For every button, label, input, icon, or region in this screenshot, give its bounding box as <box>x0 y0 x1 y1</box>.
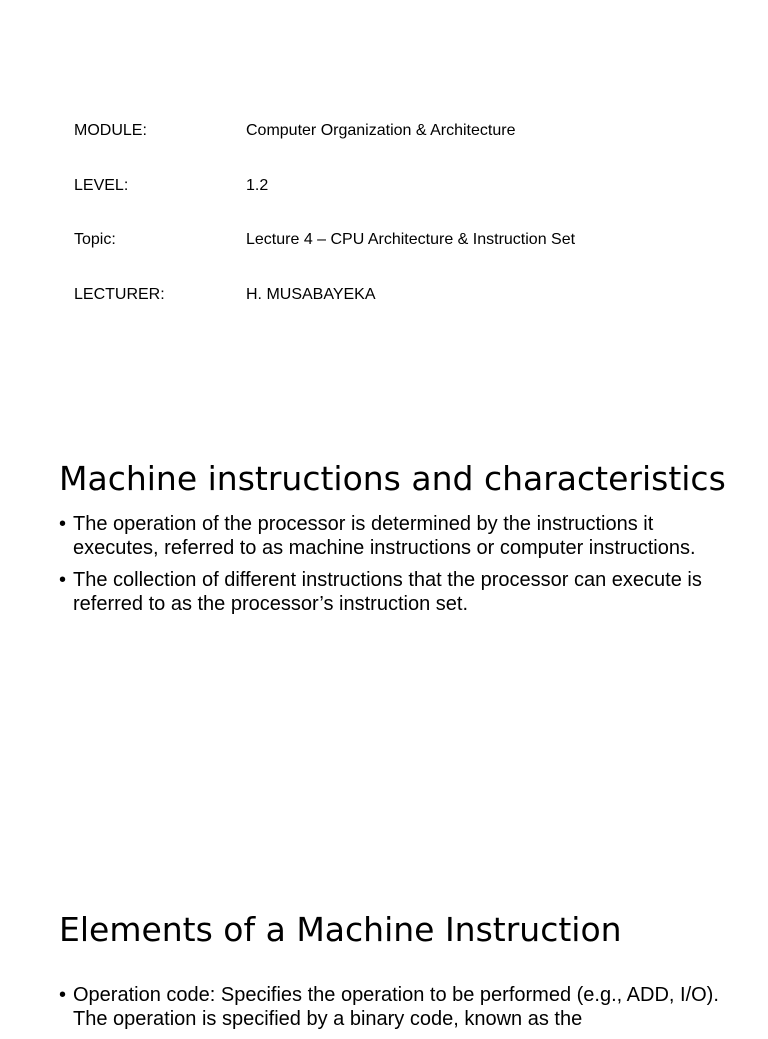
lecturer-value: H. MUSABAYEKA <box>246 285 376 303</box>
topic-label: Topic: <box>74 231 116 248</box>
level-value: 1.2 <box>246 176 269 194</box>
lecturer-label: LECTURER: <box>74 285 165 303</box>
topic-value: Lecture 4 – CPU Architecture & Instruction Set <box>246 231 576 248</box>
bullet-marker: • <box>59 513 67 535</box>
bullet-marker: • <box>59 569 67 591</box>
bullet-item <box>59 512 728 560</box>
module-info-table <box>74 122 575 340</box>
section-title: Elements of a Machine Instruction <box>59 910 622 949</box>
bullet-text: The operation of the processor is determined by the instructions it executes, referred to as machine instructions or computer instructions. <box>73 513 696 559</box>
bullet-item <box>59 568 728 616</box>
bullet-text: Operation code: Specifies the operation to be performed (e.g., ADD, I/O). The operation is specified by a binary code, known as the <box>73 984 719 1030</box>
bullet-marker: • <box>59 984 67 1006</box>
bullet-text: The collection of different instructions that the processor can execute is referred to as the processor’s instruction set. <box>73 569 702 615</box>
module-row <box>74 122 575 177</box>
lecturer-row <box>74 286 575 341</box>
level-row <box>74 177 575 232</box>
bullet-list <box>59 512 728 616</box>
topic-row <box>74 231 575 286</box>
section-title: Machine instructions and characteristics <box>59 459 726 498</box>
level-label: LEVEL: <box>74 176 129 194</box>
elements-of-instruction-section <box>59 910 728 1039</box>
machine-instructions-section <box>59 459 728 624</box>
module-value: Computer Organization & Architecture <box>246 122 516 139</box>
module-label: MODULE: <box>74 122 147 139</box>
